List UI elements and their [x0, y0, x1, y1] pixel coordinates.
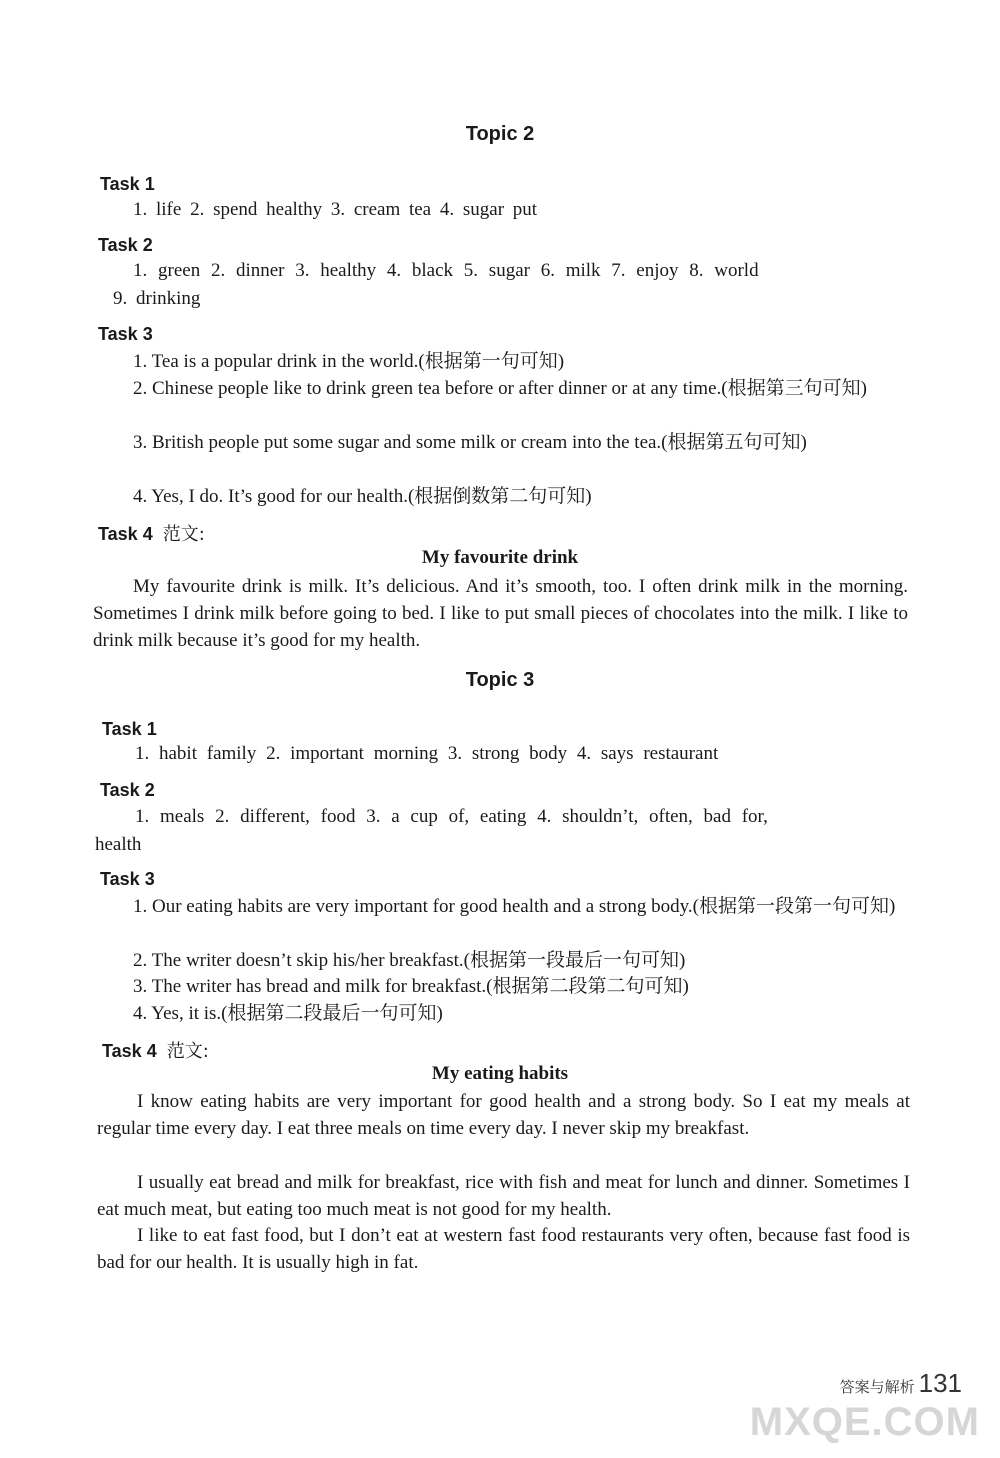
topic3-task3-label: Task 3	[100, 869, 155, 889]
topic-2-heading: Topic 2	[465, 123, 535, 145]
topic3-task3-answer-4: 4. Yes, it is.(根据第二段最后一句可知)	[133, 1003, 443, 1024]
page-footer	[840, 1368, 962, 1399]
topic3-essay-title: My eating habits	[431, 1063, 569, 1084]
topic2-task3-answer-1: 1. Tea is a popular drink in the world.(根据第一句可知)	[133, 351, 565, 372]
topic3-task3-answer-2: 2. The writer doesn’t skip his/her breakfast.(根据第一段最后一句可知)	[133, 950, 686, 971]
topic3-essay-paragraph-3: I like to eat fast food, but I don’t eat at western fast food restaurants very often, because fast food is bad for our health. It is usually high in fat.	[97, 1225, 910, 1273]
topic3-task2-answers-line1: 1. meals 2. different, food 3. a cup of, eating 4. shouldn’t, often, bad for,	[135, 806, 768, 827]
topic3-task1-label: Task 1	[102, 719, 157, 739]
topic2-task2-answers-line2: 9. drinking	[113, 288, 201, 309]
topic2-task1-answers: 1. life 2. spend healthy 3. cream tea 4. sugar put	[133, 199, 538, 220]
topic2-task3-answer-4: 4. Yes, I do. It’s good for our health.(根据倒数第二句可知)	[133, 486, 592, 507]
topic2-task3-label: Task 3	[98, 324, 153, 344]
topic2-task4-note: 范文:	[162, 524, 205, 545]
topic3-task1-answers: 1. habit family 2. important morning 3. strong body 4. says restaurant	[135, 743, 719, 764]
topic2-task3-answer-2: 2. Chinese people like to drink green tea before or after dinner or at any time.(根据第三句可知)	[133, 378, 867, 399]
topic3-task2-label: Task 2	[100, 780, 155, 800]
topic3-task2-answers-line2: health	[95, 834, 142, 855]
topic2-task2-label: Task 2	[98, 235, 153, 255]
topic2-task4-label-text: Task 4	[98, 524, 153, 544]
topic2-task1-label: Task 1	[100, 174, 155, 194]
footer-label: 答案与解析	[839, 1378, 915, 1396]
topic-3-heading: Topic 3	[465, 669, 535, 691]
topic3-task4-label	[102, 1037, 209, 1063]
topic2-task2-answers-line1: 1. green 2. dinner 3. healthy 4. black 5. sugar 6. milk 7. enjoy 8. world	[133, 260, 759, 281]
topic2-task4-label	[98, 520, 205, 546]
topic3-essay-paragraph-1: I know eating habits are very important for good health and a strong body. So I eat my meals at regular time every day. I eat three meals on time every day. I never skip my breakfast.	[97, 1091, 910, 1139]
topic3-essay-paragraph-2: I usually eat bread and milk for breakfast, rice with fish and meat for lunch and dinner. Sometimes I eat much meat, but eating too much meat is not good for my health.	[97, 1172, 910, 1220]
watermark-logo: MXQE.COM	[749, 1400, 980, 1444]
topic3-task3-answer-3: 3. The writer has bread and milk for breakfast.(根据第二段第二句可知)	[133, 976, 689, 997]
page-number: 131	[918, 1368, 962, 1398]
topic3-task3-answer-1: 1. Our eating habits are very important for good health and a strong body.(根据第一段第一句可知)	[133, 896, 896, 917]
topic2-essay-title: My favourite drink	[421, 547, 579, 568]
topic2-essay-body: My favourite drink is milk. It’s delicious. And it’s smooth, too. I often drink milk in the morning. Sometimes I drink milk before going to bed. I like to put small pieces of chocolates into the milk. I like to drink milk because it’s good for my health.	[93, 576, 908, 651]
topic3-task4-note: 范文:	[166, 1041, 209, 1062]
topic2-task3-answer-3: 3. British people put some sugar and some milk or cream into the tea.(根据第五句可知)	[133, 432, 807, 453]
topic3-task4-label-text: Task 4	[102, 1041, 157, 1061]
